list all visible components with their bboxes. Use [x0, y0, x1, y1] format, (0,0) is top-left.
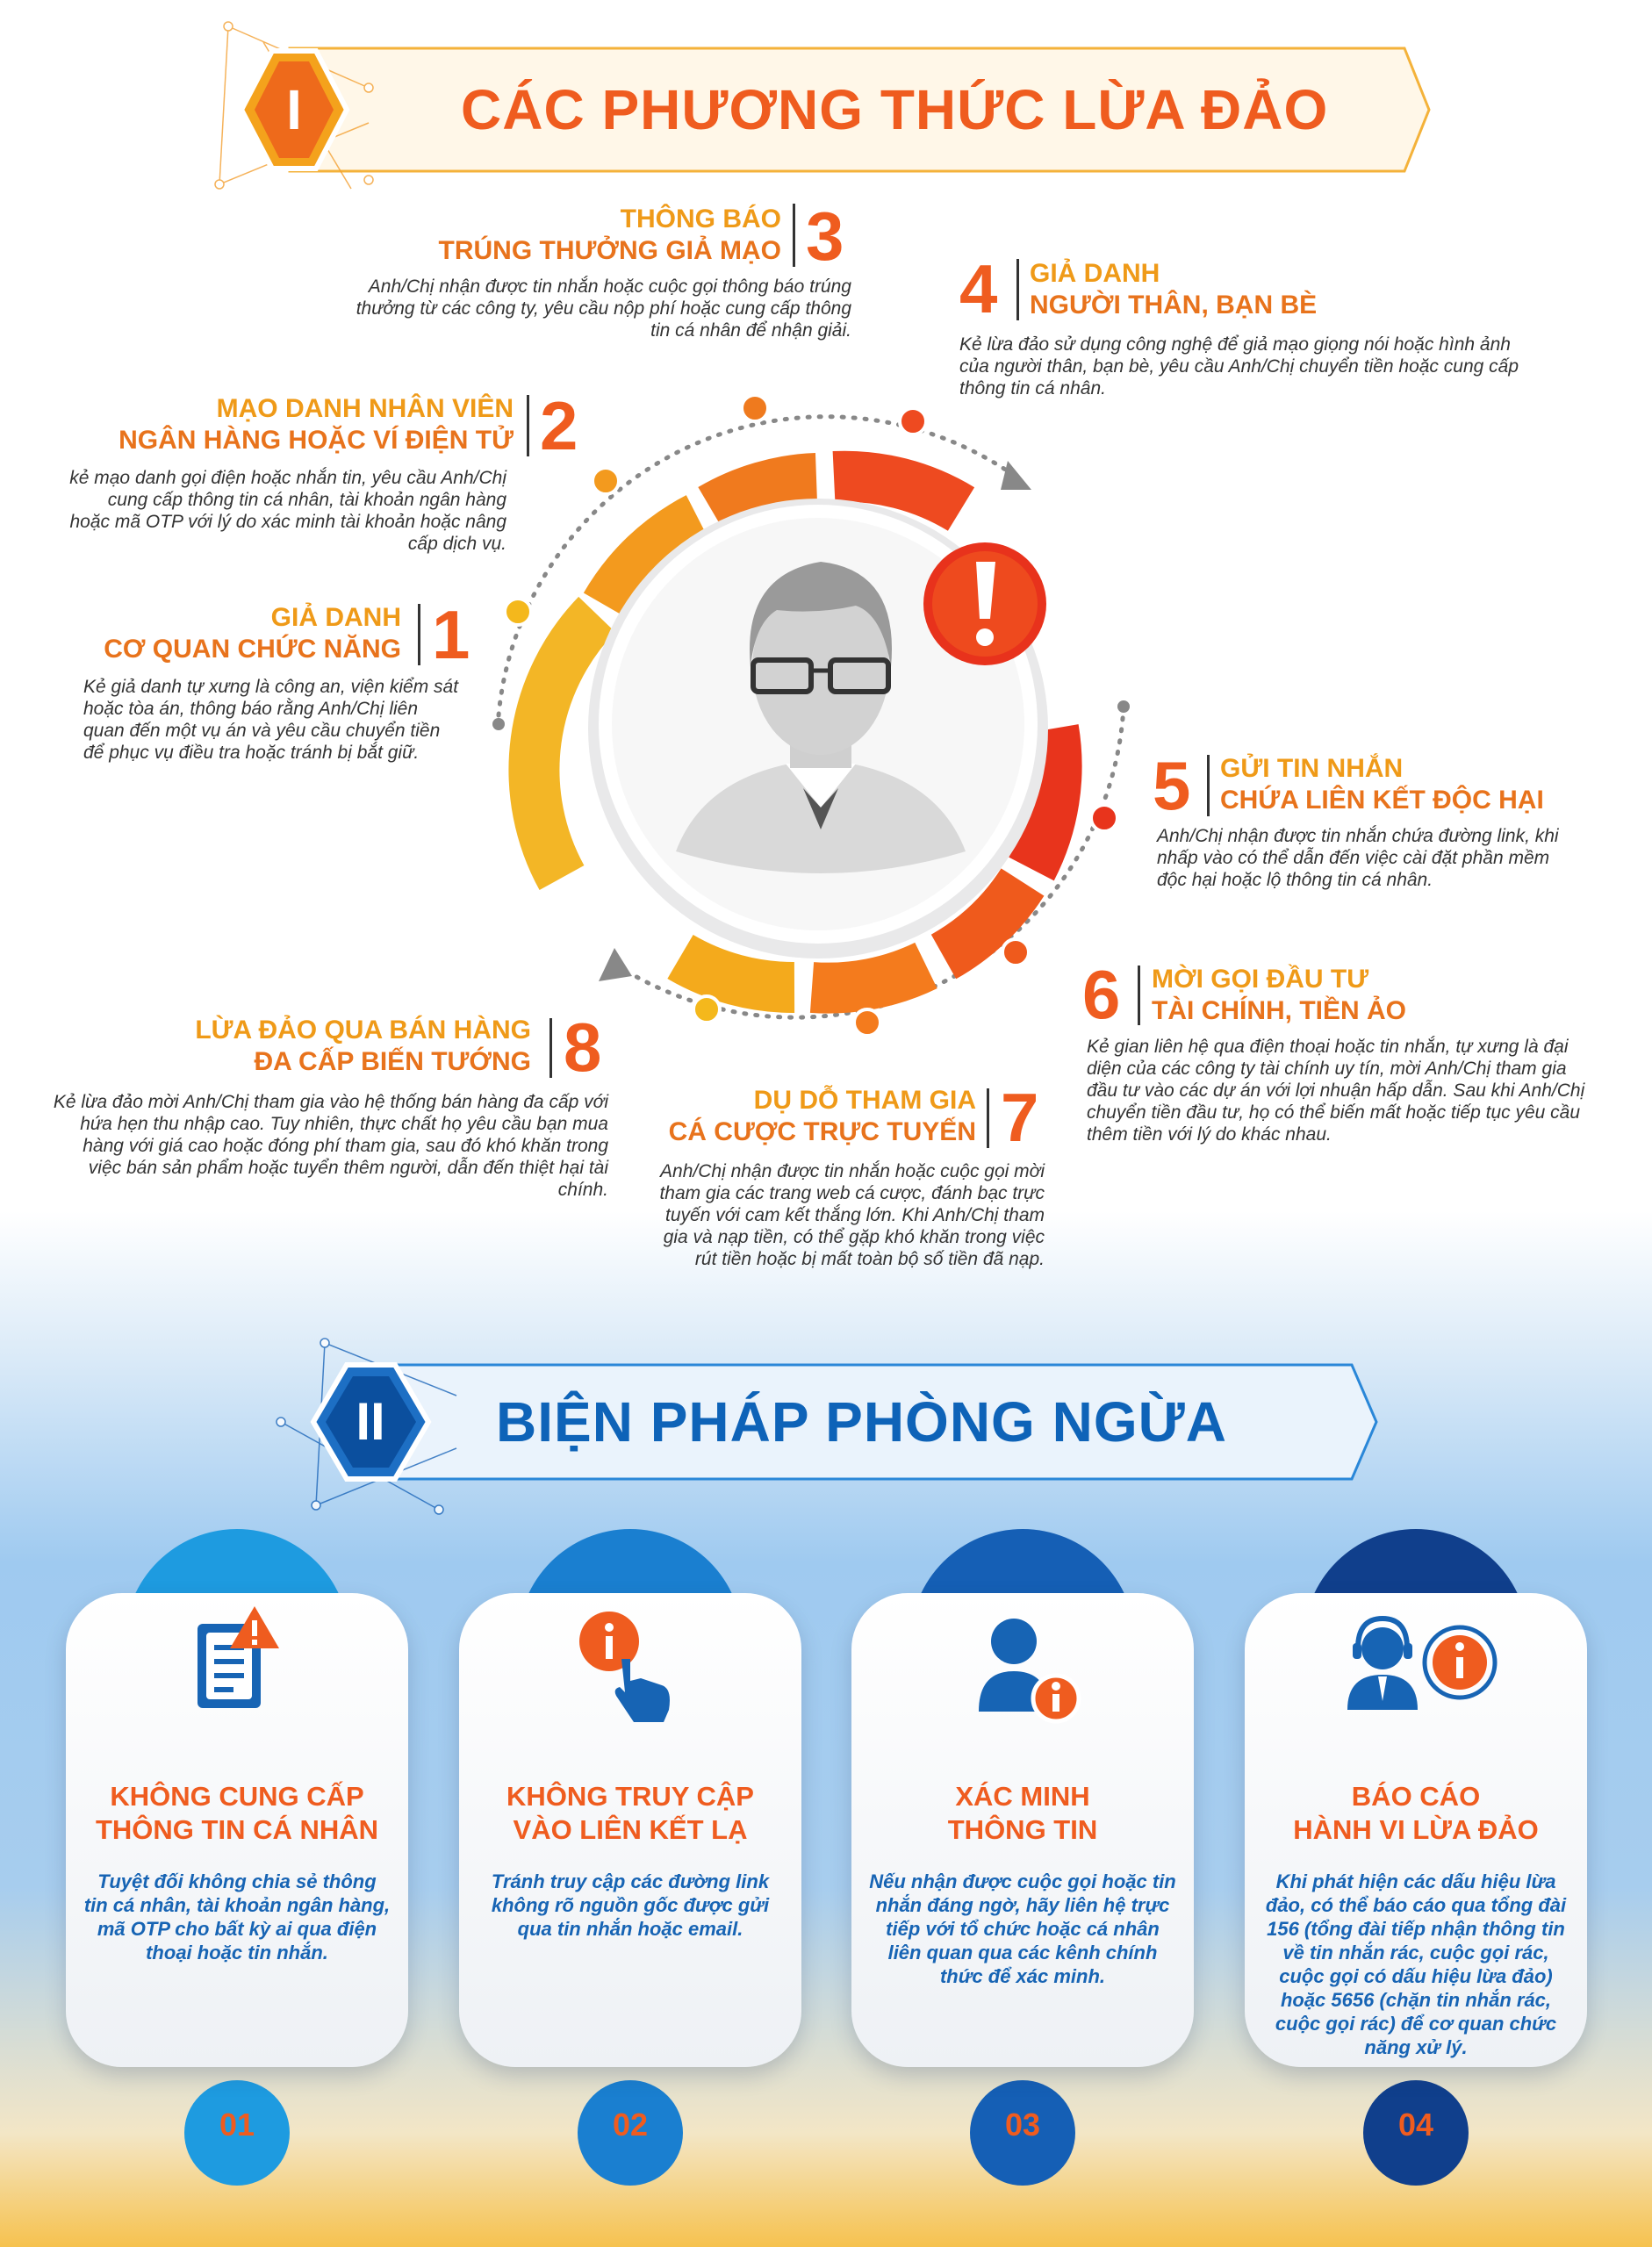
method1-heading — [79, 602, 401, 665]
method7-title-line2: CÁ CƯỢC TRỰC TUYẾN — [668, 1117, 976, 1146]
method3-number: 3 — [806, 197, 844, 275]
method4-title-line2: NGƯỜI THÂN, BẠN BÈ — [1030, 291, 1318, 319]
section1-title: CÁC PHƯƠNG THỨC LỪA ĐẢO — [461, 78, 1329, 141]
exclamation-icon — [923, 542, 1046, 665]
measure4-title-line2: HÀNH VI LỪA ĐẢO — [1293, 1814, 1539, 1845]
method6-heading — [1152, 964, 1503, 1027]
method5-title-line1: GỬI TIN NHẮN — [1220, 754, 1404, 783]
method1-number: 1 — [432, 596, 470, 673]
arrow-head-bottom — [599, 948, 632, 981]
method2-number: 2 — [540, 387, 578, 464]
method7-number: 7 — [1001, 1079, 1039, 1156]
measure4-description: Khi phát hiện các dấu hiệu lừa đảo, có thể báo cáo qua tổng đài 156 (tổng đài tiếp nhận thông tin về tin nhắn rác, cuộc gọi rác, cuộc gọi có dấu hiệu lừa đảo) hoặc 5656 (chặn tin nhắn rác, cuộc gọi rác) để cơ quan chức năng xử lý. — [1265, 1870, 1567, 2058]
method2-heading — [61, 393, 514, 456]
section2-title: BIỆN PHÁP PHÒNG NGỪA — [496, 1390, 1227, 1454]
measure2-title-line2: VÀO LIÊN KẾT LẠ — [513, 1814, 748, 1845]
method8-description: Kẻ lừa đảo mời Anh/Chị tham gia vào hệ thống bán hàng đa cấp với hứa hẹn thu nhập cao. Tuy nhiên, thực chất họ yêu cầu bạn mua hàng với giá cao hoặc đóng phí tham gia, sau đó khó khăn trong việc bán sản phẩm hoặc tuyển thêm người, dẫn đến thiệt hại tài chính. — [53, 1092, 608, 1200]
method6-number: 6 — [1082, 956, 1121, 1033]
measure3-title-line2: THÔNG TIN — [947, 1814, 1098, 1845]
measure1-title — [66, 1780, 408, 1847]
measure3-description: Nếu nhận được cuộc gọi hoặc tin nhắn đáng ngờ, hãy liên hệ trực tiếp với tổ chức hoặc cá nhân liên quan qua các kênh chính thức để xác minh. — [869, 1870, 1176, 1987]
method1-title-line2: CƠ QUAN CHỨC NĂNG — [104, 635, 401, 664]
method5-description: Anh/Chị nhận được tin nhắn chứa đường link, khi nhấp vào có thể dẫn đến việc cài đặt phần mềm độc hại hoặc lộ thông tin cá nhân. — [1157, 826, 1559, 890]
measure3-number: 03 — [1004, 2107, 1041, 2143]
method8-heading — [114, 1015, 531, 1078]
section1-roman: I — [286, 78, 302, 141]
method6-title-line2: TÀI CHÍNH, TIỀN ẢO — [1152, 996, 1406, 1025]
method3-heading — [342, 204, 781, 267]
method2-title-line1: MẠO DANH NHÂN VIÊN — [216, 394, 514, 423]
method1-description: Kẻ giả danh tự xưng là công an, viện kiểm sát hoặc tòa án, thông báo rằng Anh/Chị liên quan đến một vụ án và yêu cầu chuyển tiền để phục vụ điều tra hoặc tránh bị bắt giữ. — [83, 677, 459, 763]
method3-title-line1: THÔNG BÁO — [620, 205, 781, 233]
method4-description: Kẻ lừa đảo sử dụng công nghệ để giả mạo giọng nói hoặc hình ảnh của người thân, bạn bè, yêu cầu Anh/Chị chuyển tiền hoặc cung cấp thông tin cá nhân. — [959, 334, 1519, 398]
measure1-title-line1: KHÔNG CUNG CẤP — [110, 1781, 364, 1812]
measure4-title — [1245, 1780, 1587, 1847]
method4-title-line1: GIẢ DANH — [1030, 259, 1160, 288]
measure1-description: Tuyệt đối không chia sẻ thông tin cá nhân, tài khoản ngân hàng, mã OTP cho bất kỳ ai qua điện thoại hoặc tin nhắn. — [83, 1870, 391, 1963]
method7-title-line1: DỤ DỖ THAM GIA — [753, 1086, 976, 1115]
user-info-icon — [952, 1597, 1093, 1738]
method8-title-line1: LỪA ĐẢO QUA BÁN HÀNG — [195, 1016, 531, 1045]
method3-description: Anh/Chị nhận được tin nhắn hoặc cuộc gọi thông báo trúng thưởng từ các công ty, yêu cầu nộp phí hoặc cung cấp thông tin cá nhân để nhận giải. — [356, 276, 851, 341]
method6-title-line1: MỜI GỌI ĐẦU TƯ — [1152, 965, 1369, 994]
method5-heading — [1220, 753, 1598, 816]
measure3-title-line1: XÁC MINH — [955, 1781, 1090, 1812]
method4-number: 4 — [959, 250, 998, 327]
method7-heading — [614, 1085, 976, 1148]
support-agent-icon — [1330, 1597, 1505, 1738]
measure3-title — [851, 1780, 1194, 1847]
method7-description: Anh/Chị nhận được tin nhắn hoặc cuộc gọi mời tham gia các trang web cá cược, đánh bạc trực tuyến với cam kết thắng lớn. Khi Anh/Chị tham gia và nạp tiền, có thể gặp khó khăn trong việc rút tiền hoặc bị mất toàn bộ số tiền đã nạp. — [659, 1161, 1045, 1269]
method8-title-line2: ĐA CẤP BIẾN TƯỚNG — [254, 1047, 531, 1076]
method8-number: 8 — [564, 1009, 602, 1086]
document-warning-icon — [167, 1597, 307, 1738]
measure2-title — [459, 1780, 801, 1847]
section2-roman: II — [356, 1392, 385, 1451]
method6-description: Kẻ gian liên hệ qua điện thoại hoặc tin nhắn, tự xưng là đại diện của các công ty tài chính uy tín, mời Anh/Chị tham gia đầu tư vào các dự án với lợi nhuận hấp dẫn. Sau khi Anh/Chị chuyển tiền đầu tư, họ có thể biến mất hoặc tiếp tục yêu cầu thêm tiền với lý do khác nhau. — [1087, 1037, 1585, 1145]
measure1-title-line2: THÔNG TIN CÁ NHÂN — [95, 1814, 379, 1845]
measure4-title-line1: BÁO CÁO — [1351, 1781, 1481, 1812]
method2-description: kẻ mạo danh gọi điện hoặc nhắn tin, yêu cầu Anh/Chị cung cấp thông tin cá nhân, tài khoản ngân hàng hoặc mã OTP với lý do xác minh tài khoản hoặc nâng cấp dịch vụ. — [69, 468, 506, 554]
measure1-number: 01 — [219, 2107, 255, 2143]
method5-number: 5 — [1153, 747, 1191, 824]
method5-title-line2: CHỨA LIÊN KẾT ĐỘC HẠI — [1220, 786, 1544, 815]
method4-heading — [1030, 258, 1469, 321]
measure2-title-line1: KHÔNG TRUY CẬP — [506, 1781, 754, 1812]
measure4-number: 04 — [1397, 2107, 1434, 2143]
arrow-head-top — [1001, 461, 1031, 490]
measure2-description: Tránh truy cập các đường link không rõ nguồn gốc được gửi qua tin nhắn hoặc email. — [491, 1870, 770, 1940]
method2-title-line2: NGÂN HÀNG HOẶC VÍ ĐIỆN TỬ — [119, 426, 514, 455]
method3-title-line2: TRÚNG THƯỞNG GIẢ MẠO — [438, 236, 781, 265]
info-click-icon — [560, 1597, 700, 1738]
measure2-number: 02 — [612, 2107, 649, 2143]
method1-title-line1: GIẢ DANH — [270, 603, 401, 632]
